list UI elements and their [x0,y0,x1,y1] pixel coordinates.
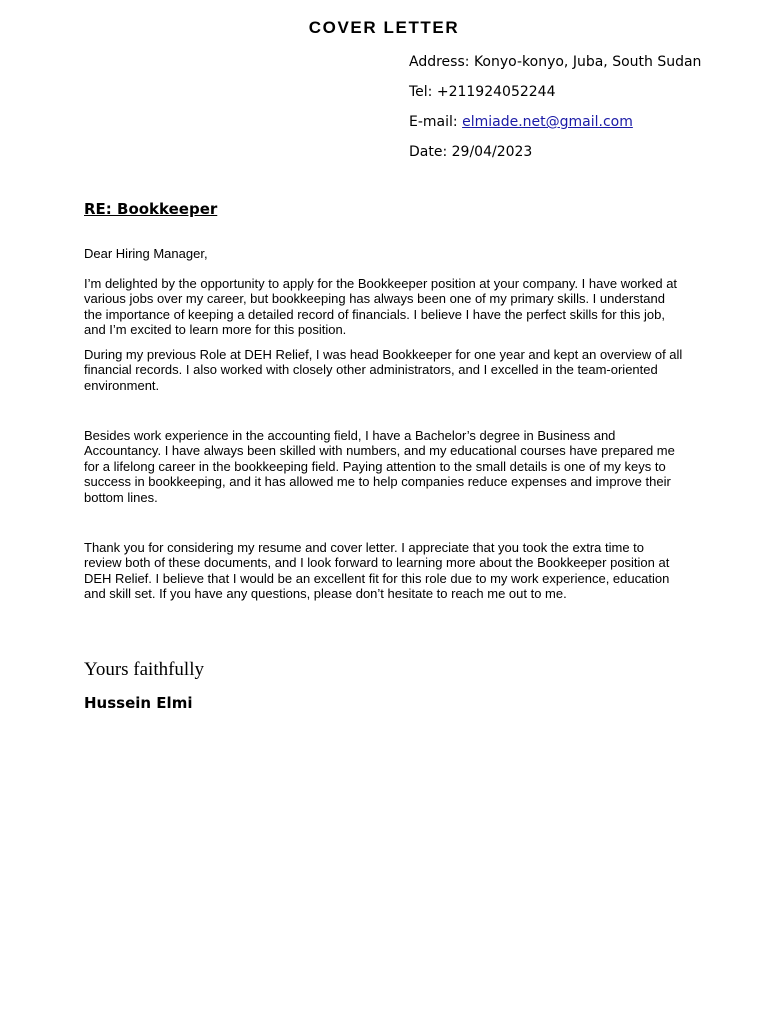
date-label: Date: [409,144,448,160]
address-value: Konyo-konyo, Juba, South Sudan [473,54,702,70]
closing: Yours faithfully [84,659,204,680]
document-title: COVER LETTER [308,18,460,37]
signature: Hussein Elmi [84,694,193,712]
date-line [409,142,709,163]
address-label: Address: [409,54,470,70]
tel-line [409,82,709,103]
paragraph-2: During my previous Role at DEH Relief, I was head Bookkeeper for one year and kept an overview of all financial records. I also worked with closely other administrators, and I excelled in the team-oriented environment. [84,347,683,393]
date-value: 29/04/2023 [451,144,533,160]
sender-details [409,52,709,172]
paragraph-1: I’m delighted by the opportunity to apply for the Bookkeeper position at your company. I have worked at various jobs over my career, but bookkeeping has always been one of my primary skills. I understand the importance of keeping a detailed record of financials. I believe I have the perfect skills for this job, and I’m excited to learn more for this position. [84,276,678,338]
subject-line: RE: Bookkeeper [84,200,218,218]
greeting: Dear Hiring Manager, [84,246,208,261]
address-line [409,52,709,73]
paragraph-4: Thank you for considering my resume and cover letter. I appreciate that you took the extra time to review both of these documents, and I look forward to learning more about the Bookkeeper position at DEH Relief. I believe that I would be an excellent fit for this role due to my work experience, education and skill set. If you have any questions, please don’t hesitate to reach me out to me. [84,540,670,602]
email-link[interactable]: elmiade.net@gmail.com [462,114,633,130]
paragraph-3: Besides work experience in the accounting field, I have a Bachelor’s degree in Business and Accountancy. I have always been skilled with numbers, and my educational courses have prepared me for a lifelong career in the bookkeeping field. Paying attention to the small details is one of my keys to success in bookkeeping, and it has allowed me to help companies reduce expenses and improve their bottom lines. [84,428,675,505]
tel-value: +211924052244 [436,84,556,100]
email-label: E-mail: [409,114,458,130]
email-line [409,112,709,133]
tel-label: Tel: [409,84,433,100]
